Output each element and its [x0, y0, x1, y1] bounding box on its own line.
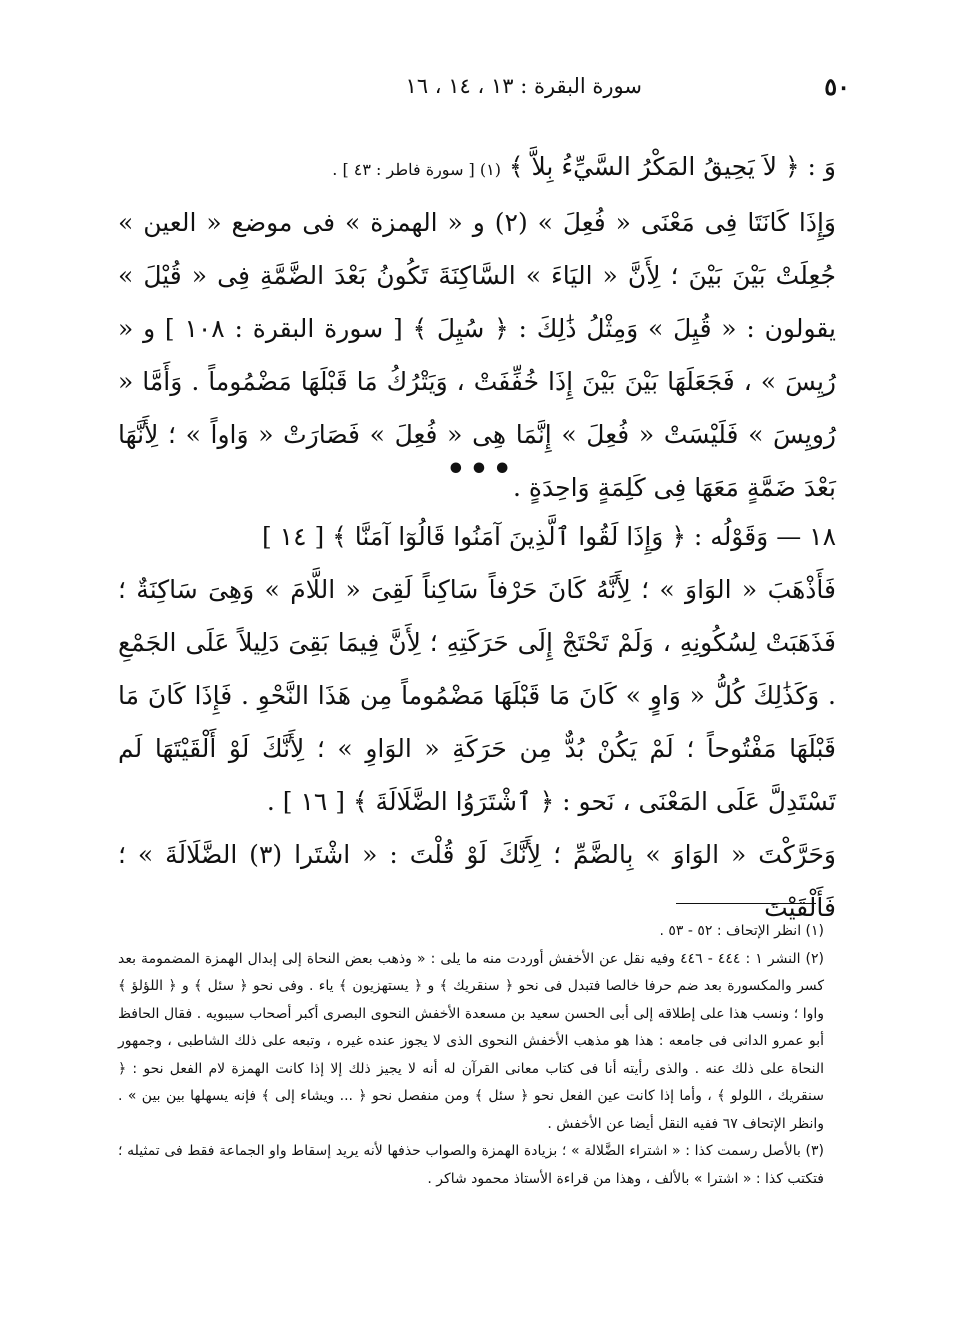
- paragraph-commentary: فَأَذْهَبَ « الوَاوَ » ؛ لِأَنَّهُ كَانَ حَرْفاً سَاكِناً لَقِىَ « اللَّامَ » وَهِىَ سَاكِنَةٌ ؛ فَذَهَبَتْ لِسُكُونِهِ ، وَلَمْ تَحْتَجْ إِلَى حَرَكَتِهِ ؛ لِأَنَّ فِيمَا بَقِىَ دَلِيلاً عَلَى الجَمْعِ . وَكَذَٰلِكَ كُلُّ « وَاوٍ » كَانَ مَا قَبْلَهَا مَضْمُوماً مِن هَذَا النَّحْوِ . فَإِذَا كَانَ مَا قَبْلَهَا مَفْتُوحاً ؛ لَمْ يَكُنْ بُدٌّ مِن حَرَكَةِ « الوَاوِ » ؛ لِأَنَّكَ لَوْ أَلْقَيْتَهَا لَم تَسْتَدِلَّ عَلَى المَعْنَى ، نَحو : ﴿ ٱشْتَرَوُا الضَّلَالَةَ ﴾ [ ١٦ ] .: [118, 575, 836, 816]
- paragraph-continuation: وَحَرَّكْتَ « الوَاوَ » بِالضَّمِّ ؛ لِأَنَّكَ لَوْ قُلْتَ : « اشْتَرا (٣) الضَّلَالَةَ » ؛ فَأَلْقَيْتَ: [118, 840, 836, 922]
- page-number: ٥٠: [824, 72, 850, 101]
- quote-text: وَ : ﴿ لاَ يَحِيقُ المَكْرُ السَّيِّءُ بِلاَّ ﴾: [508, 152, 836, 181]
- paragraph-quote: [118, 140, 836, 196]
- footnote-3: (٣) بالأصل رسمت كذا : « اشتراء الضَّلالة » ؛ بزيادة الهمزة والصواب حذفها لأنه يريد إسقاط واو الجماعة فقط فى تمثيله ؛ فتكتب كذا : « اشترا » بالألف ، وهذا من قراءة الأستاذ محمود شاكر .: [118, 1143, 824, 1187]
- footnote-divider: [676, 903, 816, 904]
- footnote-1: (١) انظر الإتحاف : ٥٢ - ٥٣ .: [659, 923, 824, 939]
- footnote-2: (٢) النشر ١ : ٤٤٤ - ٤٤٦ وفيه نقل عن الأخفش أوردت منه ما يلى : « وذهب بعض النحاة إلى إبدال الهمزة المضمومة بعد كسر والمكسورة بعد ضم حرفا خالصا فتبدل فى نحو ﴿ سنقريك ﴾ و ﴿ يستهزيون ﴾ ياء . وفى نحو ﴿ سئل ﴾ و ﴿ اللؤلؤ ﴾ واوا ؛ ونسب هذا على إطلاقه إلى أبى الحسن سعيد بن مسعدة الأخفش النحوى البصرى أكبر أصحاب سيبويه . فقال الحافظ أبو عمرو الدانى فى جامعه : هذا هو مذهب الأخفش النحوى الذى لا يجوز عنده غيره ، وتبعه على ذلك الشاطبى ، وجمهور النحاة على ذلك عنه . والذى رأيته أنا فى كتاب معانى القرآن له أنه لا يجيز ذلك إلا إذا كانت الهمزة لام الفعل نحو : ﴿ سنقريك ، اللولو ﴾ ، وأما إذا كانت عين الفعل نحو ﴿ سئل ﴾ ومن منفصل نحو ﴿ ... ويشاء إلى ﴾ فإنه يسهلها بين بين » . وانظر الإتحاف ٦٧ ففيه النقل أيضا عن الأخفش .: [118, 950, 824, 1132]
- paragraph-explanation: وَإِذَا كَانَتَا فِى مَعْنَى « فُعِلَ » (٢) و « الهمزة » فى موضع « العين » جُعِلَتْ بَيْنَ بَيْنَ ؛ لِأَنَّ « اليَاءَ » السَّاكِنَةَ تَكُونُ بَعْدَ الضَّمَّةِ فِى « قُيْلَ » يقولون : « قُيِلَ » وَمِثْلُ ذَٰلِكَ : ﴿ سُيِلَ ﴾ [ سورة البقرة : ١٠٨ ] و « رُيِسَ » ، فَجَعَلَهَا بَيْنَ بَيْنَ إِذَا خُفِّفَتْ ، وَيَتْرُكُ مَا قَبْلَهَا مَضْمُوماً . وَأَمَّا « رُويِسَ » فَلَيْسَتْ « فُعِلَ » إِنَّمَا هِى « فُعِلَ » فَصَارَتْ « وَاواً » ؛ لِأَنَّهَا بَعْدَ ضَمَّةٍ مَعَهَا فِى كَلِمَةٍ وَاحِدَةٍ .: [118, 208, 836, 502]
- page-header: [110, 72, 850, 112]
- body-text-lower: [118, 510, 836, 934]
- footnotes: [118, 918, 824, 1193]
- section-separator: •••: [446, 452, 516, 487]
- running-head: سورة البقرة : ١٣ ، ١٤ ، ١٦: [405, 74, 642, 98]
- section-heading: ١٨ — وَقَوْلُه : ﴿ وَإِذَا لَقُوا ٱلَّذِينَ آمَنُوا قَالُوٓا آمَنَّا ﴾ [ ١٤ ]: [261, 522, 836, 551]
- quote-reference: (١) [ سورة فاطر : ٤٣ ] .: [332, 160, 501, 179]
